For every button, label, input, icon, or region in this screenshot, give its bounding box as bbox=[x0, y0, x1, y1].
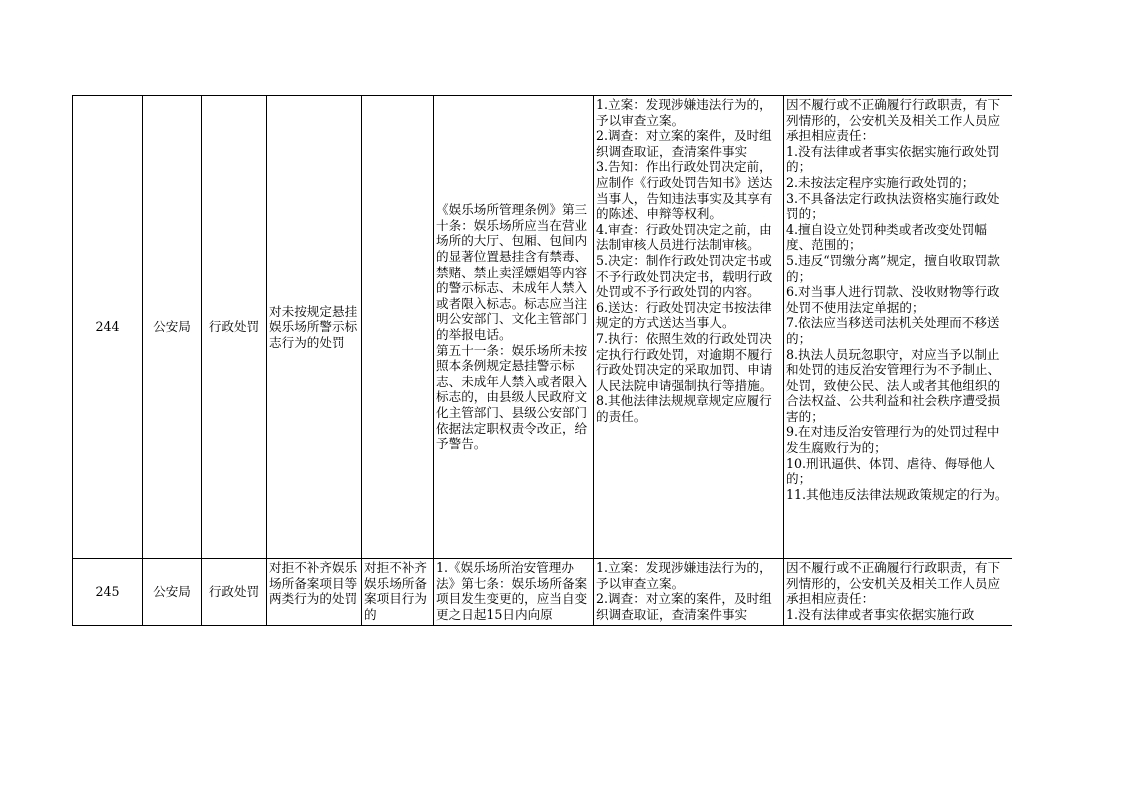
item-name-cell bbox=[267, 96, 362, 559]
procedure-step: 5.决定：制作行政处罚决定书或不予行政处罚决定书，载明行政处罚或不予行政处罚的内容。 bbox=[596, 252, 773, 300]
liability-item: 1.没有法律或者事实依据实施行政 bbox=[786, 606, 975, 622]
liability-item: 7.依法应当移送司法机关处理而不移送的； bbox=[786, 315, 1000, 346]
liability-item: 6.对当事人进行罚款、没收财物等行政处罚不使用法定单据的； bbox=[786, 284, 1000, 315]
procedure-steps-cell bbox=[594, 96, 784, 559]
row-number-cell bbox=[73, 96, 143, 559]
item-name-text: 对未按规定悬挂娱乐场所警示标志行为的处罚 bbox=[269, 303, 358, 350]
sub-item-cell bbox=[362, 559, 434, 626]
procedure-step: 6.送达：行政处罚决定书按法律规定的方式送达当事人。 bbox=[596, 299, 772, 331]
procedure-step: 2.调查：对立案的案件，及时组织调查取证，查清案件事实 bbox=[596, 128, 772, 159]
procedure-step: 4.审查：行政处罚决定之前，由法制审核人员进行法制审核。 bbox=[596, 221, 772, 253]
table-row bbox=[73, 96, 1013, 559]
item-name-text: 对拒不补齐娱乐场所备案项目等两类行为的处罚 bbox=[269, 560, 358, 607]
legal-basis-paragraph: 第五十一条：娱乐场所未按照本条例规定悬挂警示标志、未成年人禁入或者限入标志的，由县级人民政府文化主管部门、县级公安部门依据法定职权责令改正，给予警告。 bbox=[436, 342, 588, 452]
legal-basis-paragraph: 1.《娱乐场所治安管理办法》第七条：娱乐场所备案项目发生变更的，应当自变更之日起15日内向原 bbox=[436, 560, 588, 622]
procedure-step: 1.立案：发现涉嫌违法行为的，予以审查立案。 bbox=[596, 97, 772, 128]
row-number-cell bbox=[73, 559, 143, 626]
legal-basis-cell bbox=[434, 559, 594, 626]
category-cell bbox=[202, 559, 267, 626]
liability-item: 9.在对违反治安管理行为的处罚过程中发生腐败行为的； bbox=[786, 424, 1000, 456]
row-number: 244 bbox=[95, 319, 120, 335]
category-text: 行政处罚 bbox=[208, 319, 260, 335]
liability-cell bbox=[784, 96, 1013, 559]
sub-item-cell bbox=[362, 96, 434, 559]
procedure-steps-cell bbox=[594, 559, 784, 626]
row-number: 245 bbox=[95, 584, 120, 600]
procedure-step: 7.执行：依照生效的行政处罚决定执行行政处罚，对逾期不履行行政处罚决定的采取加罚、申请人民法院申请强制执行等措施。 bbox=[596, 330, 773, 393]
item-name-cell bbox=[267, 559, 362, 626]
power-list-table bbox=[72, 95, 1012, 626]
procedure-step: 2.调查：对立案的案件，及时组织调查取证，查清案件事实 bbox=[596, 591, 772, 622]
department-cell bbox=[143, 559, 202, 626]
liability-item: 4.擅自设立处罚种类或者改变处罚幅度、范围的； bbox=[786, 221, 987, 253]
liability-item: 2.未按法定程序实施行政处罚的； bbox=[786, 174, 975, 190]
procedure-step: 8.其他法律法规规章规定应履行的责任。 bbox=[596, 393, 772, 424]
procedure-step: 3.告知：作出行政处罚决定前，应制作《行政处罚告知书》送达当事人，告知违法事实及其享有的陈述、申辩等权利。 bbox=[596, 159, 773, 222]
category-text: 行政处罚 bbox=[208, 584, 260, 600]
liability-item: 因不履行或不正确履行行政职责，有下列情形的，公安机关及相关工作人员应承担相应责任： bbox=[786, 97, 1001, 144]
liability-item: 10.刑讯逼供、体罚、虐待、侮辱他人的； bbox=[786, 455, 995, 487]
liability-item: 1.没有法律或者事实依据实施行政处罚的； bbox=[786, 143, 1000, 175]
liability-item: 5.违反“罚缴分离”规定，擅自收取罚款的； bbox=[786, 252, 1000, 284]
liability-cell bbox=[784, 559, 1013, 626]
department-text: 公安局 bbox=[153, 319, 191, 335]
table-row bbox=[73, 559, 1013, 626]
liability-item: 因不履行或不正确履行行政职责，有下列情形的，公安机关及相关工作人员应承担相应责任： bbox=[786, 560, 1001, 607]
legal-basis-paragraph: 《娱乐场所管理条例》第三十条：娱乐场所应当在营业场所的大厅、包厢、包间内的显著位置悬挂含有禁毒、禁赌、禁止卖淫嫖娼等内容的警示标志、未成年人禁入或者限入标志。标志应当注明公安部门、文化主管部门的举报电话。 bbox=[436, 202, 588, 342]
sub-item-text: 对拒不补齐娱乐场所备案项目行为的 bbox=[364, 560, 427, 622]
department-text: 公安局 bbox=[153, 584, 191, 600]
liability-item: 11.其他违反法律法规政策规定的行为。 bbox=[786, 486, 1008, 502]
procedure-step: 1.立案：发现涉嫌违法行为的，予以审查立案。 bbox=[596, 560, 772, 591]
power-list-table-container bbox=[72, 95, 1012, 630]
legal-basis-cell bbox=[434, 96, 594, 559]
category-cell bbox=[202, 96, 267, 559]
liability-item: 3.不具备法定行政执法资格实施行政处罚的； bbox=[786, 190, 1000, 222]
department-cell bbox=[143, 96, 202, 559]
liability-item: 8.执法人员玩忽职守，对应当予以制止和处罚的违反治安管理行为不予制止、处罚，致使公民、法人或者其他组织的合法权益、公共利益和社会秩序遭受损害的； bbox=[786, 346, 1001, 424]
